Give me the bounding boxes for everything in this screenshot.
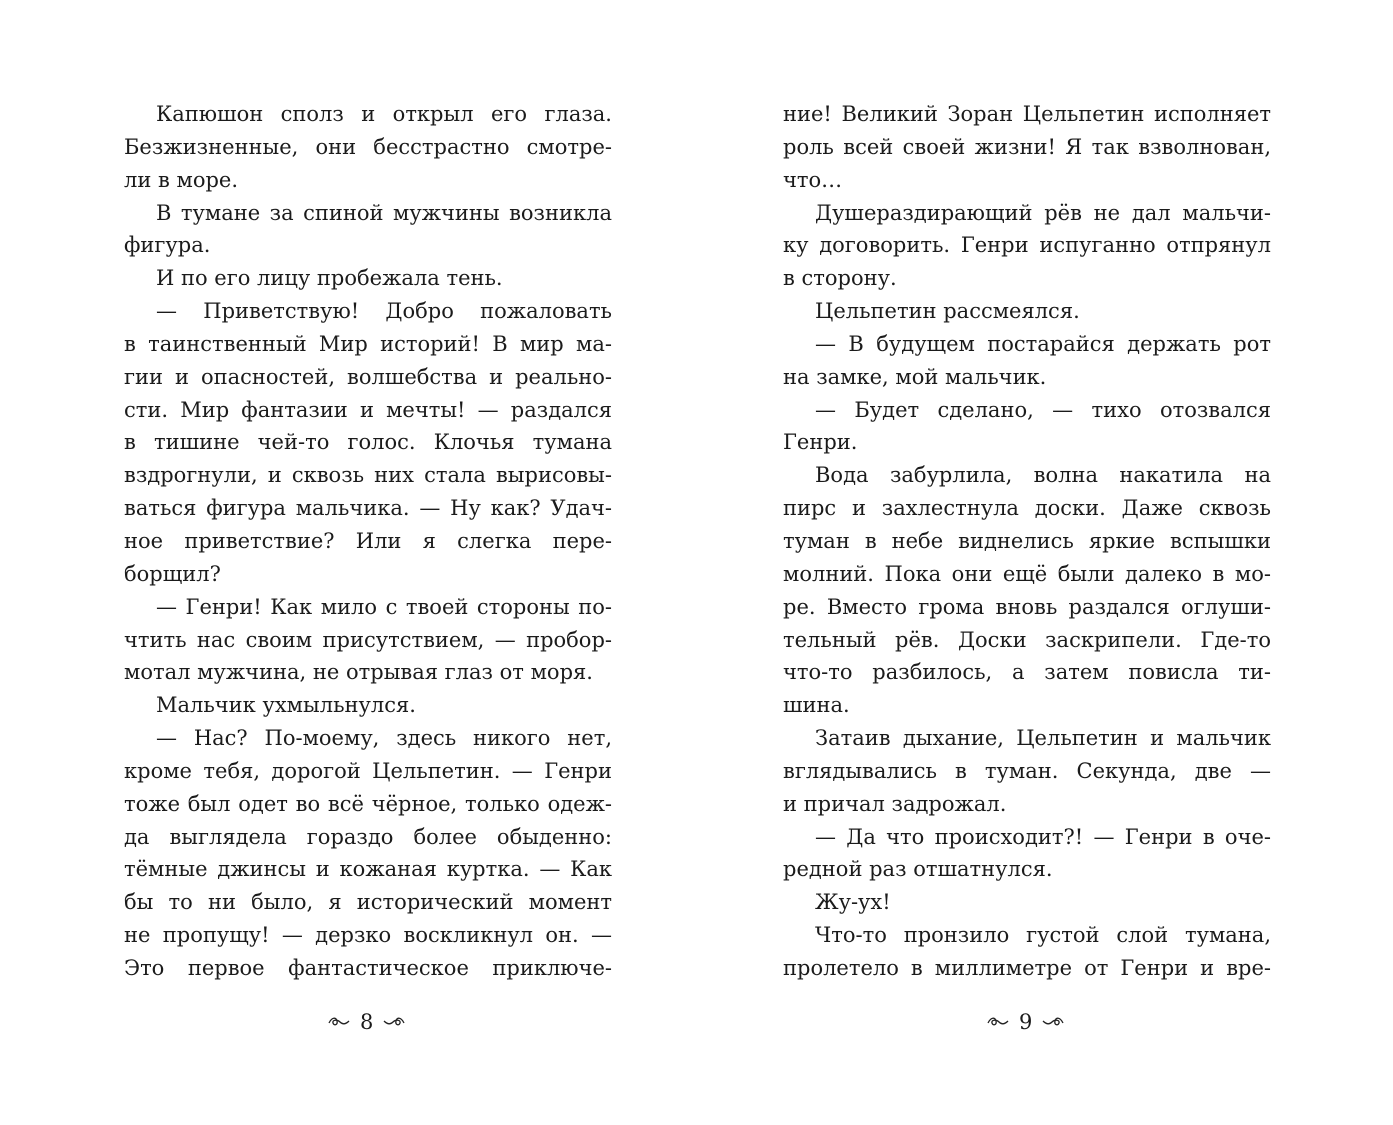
- left-flourish-icon: [328, 1015, 350, 1029]
- text-line: Безжизненные, они бесстрастно смотре-: [124, 134, 612, 159]
- text-line: вглядывались в туман. Секунда, две —: [783, 758, 1271, 783]
- page-number: 9: [1019, 1010, 1033, 1034]
- text-line: туман в небе виднелись яркие вспышки: [783, 528, 1271, 553]
- text-line: — Будет сделано, — тихо отозвался: [815, 397, 1271, 422]
- text-line: что…: [783, 167, 843, 192]
- text-line: шина.: [783, 693, 850, 718]
- text-line: ние! Великий Зоран Цельпетин исполняет: [783, 102, 1271, 126]
- text-line: — Приветствую! Добро пожаловать: [156, 299, 612, 324]
- text-line: бы то ни было, я исторический момент: [124, 890, 612, 915]
- text-line: Душераздирающий рёв не дал мальчи-: [815, 200, 1271, 225]
- text-line: Вода забурлила, волна накатила на: [815, 463, 1271, 488]
- text-line: вздрогнули, и сквозь них стала вырисовы-: [124, 463, 612, 488]
- text-line: мотал мужчина, не отрывая глаз от моря.: [124, 660, 593, 685]
- text-line: редной раз отшатнулся.: [783, 857, 1053, 882]
- text-line: тельный рёв. Доски заскрипели. Где-то: [783, 627, 1271, 652]
- text-line: кроме тебя, дорогой Цельпетин. — Генри: [124, 758, 612, 783]
- text-line: Затаив дыхание, Цельпетин и мальчик: [815, 726, 1271, 751]
- text-line: что-то разбилось, а затем повисла ти-: [783, 660, 1271, 685]
- text-line: Мальчик ухмыльнулся.: [156, 693, 416, 718]
- text-line: Жу-ух!: [815, 890, 891, 915]
- text-line: пролетело в миллиметре от Генри и вре-: [783, 955, 1271, 980]
- text-line: на замке, мой мальчик.: [783, 364, 1047, 389]
- text-line: чтить нас своим присутствием, — пробор-: [124, 627, 612, 652]
- text-line: тёмные джинсы и кожаная куртка. — Как: [124, 857, 612, 882]
- text-line: — Нас? По-моему, здесь никого нет,: [156, 726, 612, 751]
- text-line: Цельпетин рассмеялся.: [815, 299, 1080, 324]
- text-line: да выглядела гораздо более обыденно:: [124, 824, 612, 849]
- page-number: 8: [360, 1010, 374, 1034]
- text-line: ку договорить. Генри испуганно отпрянул: [783, 233, 1271, 258]
- text-line: ре. Вместо грома вновь раздался оглуши-: [783, 594, 1271, 619]
- right-flourish-icon: [1042, 1015, 1064, 1029]
- text-line: фигура.: [124, 233, 211, 258]
- text-line: роль всей своей жизни! Я так взволнован,: [783, 134, 1271, 159]
- right-page-text: [783, 98, 1271, 985]
- text-line: сти. Мир фантазии и мечты! — раздался: [124, 397, 612, 422]
- text-line: Капюшон сполз и открыл его глаза.: [156, 102, 612, 126]
- text-line: в сторону.: [783, 266, 897, 291]
- text-line: пирс и захлестнула доски. Даже сквозь: [783, 496, 1271, 521]
- text-line: в таинственный Мир историй! В мир ма-: [124, 331, 612, 356]
- text-line: Что-то пронзило густой слой тумана,: [815, 923, 1271, 948]
- text-line: тоже был одет во всё чёрное, только одеж-: [124, 791, 612, 816]
- text-line: гии и опасностей, волшебства и реально-: [124, 364, 612, 389]
- right-page-folio: [987, 1006, 1064, 1038]
- text-line: ное приветствие? Или я слегка пере-: [124, 528, 612, 553]
- text-line: — В будущем постарайся держать рот: [815, 331, 1271, 356]
- text-line: В тумане за спиной мужчины возникла: [156, 200, 612, 225]
- left-page-text: [124, 98, 612, 985]
- text-line: И по его лицу пробежала тень.: [156, 266, 503, 291]
- text-line: — Генри! Как мило с твоей стороны по-: [156, 594, 612, 619]
- text-line: — Да что происходит?! — Генри в оче-: [815, 824, 1271, 849]
- text-line: Генри.: [783, 430, 858, 455]
- text-line: Это первое фантастическое приключе-: [124, 955, 612, 980]
- text-line: ваться фигура мальчика. — Ну как? Удач-: [124, 496, 612, 521]
- text-line: не пропущу! — дерзко воскликнул он. —: [124, 923, 612, 948]
- text-line: и причал задрожал.: [783, 791, 1007, 816]
- text-line: в тишине чей-то голос. Клочья тумана: [124, 430, 612, 455]
- text-line: молний. Пока они ещё были далеко в мо-: [783, 561, 1271, 586]
- right-flourish-icon: [383, 1015, 405, 1029]
- text-line: борщил?: [124, 561, 221, 586]
- text-line: ли в море.: [124, 167, 239, 192]
- left-flourish-icon: [987, 1015, 1009, 1029]
- left-page-folio: [328, 1006, 405, 1038]
